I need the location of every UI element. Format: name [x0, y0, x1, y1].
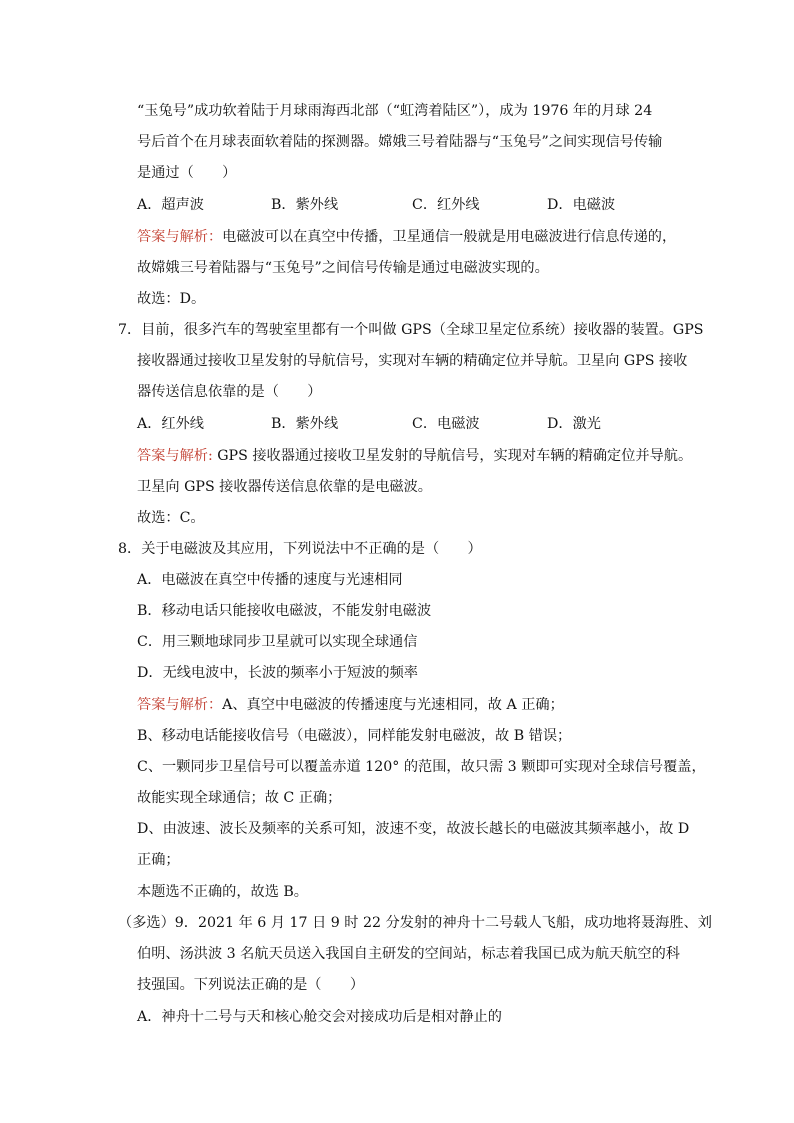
q7-analysis-text-1: GPS 接收器通过接收卫星发射的导航信号，实现对车辆的精确定位并导航。 — [212, 448, 693, 464]
q6-option-a: A．超声波 — [137, 197, 204, 213]
q7-stem-line-1: 7．目前，很多汽车的驾驶室里都有一个叫做 GPS（全球卫星定位系统）接收器的装置。GPS — [118, 322, 704, 338]
q8-analysis-line-2: B、移动电话能接收信号（电磁波），同样能发射电磁波，故 B 错误； — [137, 728, 572, 744]
q8-choice: 本题选不正确的，故选 B。 — [137, 884, 308, 900]
q9-stem-line-2: 伯明、汤洪波 3 名航天员送入我国自主研发的空间站，标志着我国已成为航天航空的科 — [137, 946, 680, 962]
q8-option-b: B．移动电话只能接收电磁波，不能发射电磁波 — [137, 603, 432, 619]
q8-analysis-line-6: 正确； — [137, 852, 180, 868]
q8-analysis-line-5: D、由波速、波长及频率的关系可知，波速不变，故波长越长的电磁波其频率越小，故 D — [137, 821, 690, 837]
q9-option-a: A．神舟十二号与天和核心舱交会对接成功后是相对静止的 — [137, 1009, 502, 1025]
q7-option-d: D．激光 — [547, 416, 601, 432]
q7-options — [137, 414, 697, 434]
q7-answer-label: 答案与解析: — [137, 448, 213, 464]
q6-stem-line-2: 号后首个在月球表面软着陆的探测器。嫦娥三号着陆器与“玉兔号”之间实现信号传输 — [137, 134, 663, 150]
q9-stem-line-1: （多选）9．2021 年 6 月 17 日 9 时 22 分发射的神舟十二号载人飞船，成功地将聂海胜、刘 — [118, 915, 712, 931]
q7-analysis-line-1 — [137, 446, 692, 466]
q8-stem: 8．关于电磁波及其应用，下列说法中不正确的是（ ） — [118, 541, 482, 557]
q8-option-c: C．用三颗地球同步卫星就可以实现全球通信 — [137, 634, 418, 650]
q7-stem-line-3: 器传送信息依靠的是（ ） — [137, 384, 322, 400]
q6-stem-line-1: “玉兔号”成功软着陆于月球雨海西北部（“虹湾着陆区”），成为 1976 年的月球 24 — [137, 103, 653, 119]
q7-analysis-line-2: 卫星向 GPS 接收器传送信息依靠的是电磁波。 — [137, 479, 432, 495]
q6-option-d: D．电磁波 — [547, 197, 616, 213]
q8-option-a: A．电磁波在真空中传播的速度与光速相同 — [137, 572, 403, 588]
q6-answer-label: 答案与解析： — [137, 229, 223, 245]
q7-option-a: A．红外线 — [137, 416, 204, 432]
q6-stem-line-3: 是通过（ ） — [137, 165, 237, 181]
q6-options — [137, 195, 697, 215]
q8-analysis-text-1: A、真空中电磁波的传播速度与光速相同，故 A 正确； — [222, 697, 564, 713]
q6-option-b: B．紫外线 — [271, 197, 339, 213]
q6-choice: 故选：D。 — [137, 291, 206, 307]
q8-analysis-line-3: C、一颗同步卫星信号可以覆盖赤道 120° 的范围，故只需 3 颗即可实现对全球信号覆盖， — [137, 759, 706, 775]
q7-option-b: B．紫外线 — [271, 416, 339, 432]
q8-option-d: D．无线电波中，长波的频率小于短波的频率 — [137, 665, 418, 681]
q9-stem-line-3: 技强国。下列说法正确的是（ ） — [137, 977, 365, 993]
q7-option-c: C．电磁波 — [412, 416, 480, 432]
q8-analysis-line-1 — [137, 695, 564, 715]
q6-analysis-line-2: 故嫦娥三号着陆器与“玉兔号”之间信号传输是通过电磁波实现的。 — [137, 260, 549, 276]
q6-analysis-text-1: 电磁波可以在真空中传播，卫星通信一般就是用电磁波进行信息传递的， — [222, 229, 677, 245]
q6-option-c: C．红外线 — [412, 197, 480, 213]
q7-stem-line-2: 接收器通过接收卫星发射的导航信号，实现对车辆的精确定位并导航。卫星向 GPS 接收 — [137, 353, 688, 369]
q8-analysis-line-4: 故能实现全球通信；故 C 正确； — [137, 790, 342, 806]
q8-answer-label: 答案与解析： — [137, 697, 223, 713]
q7-choice: 故选：C。 — [137, 510, 205, 526]
q6-analysis-line-1 — [137, 227, 676, 247]
